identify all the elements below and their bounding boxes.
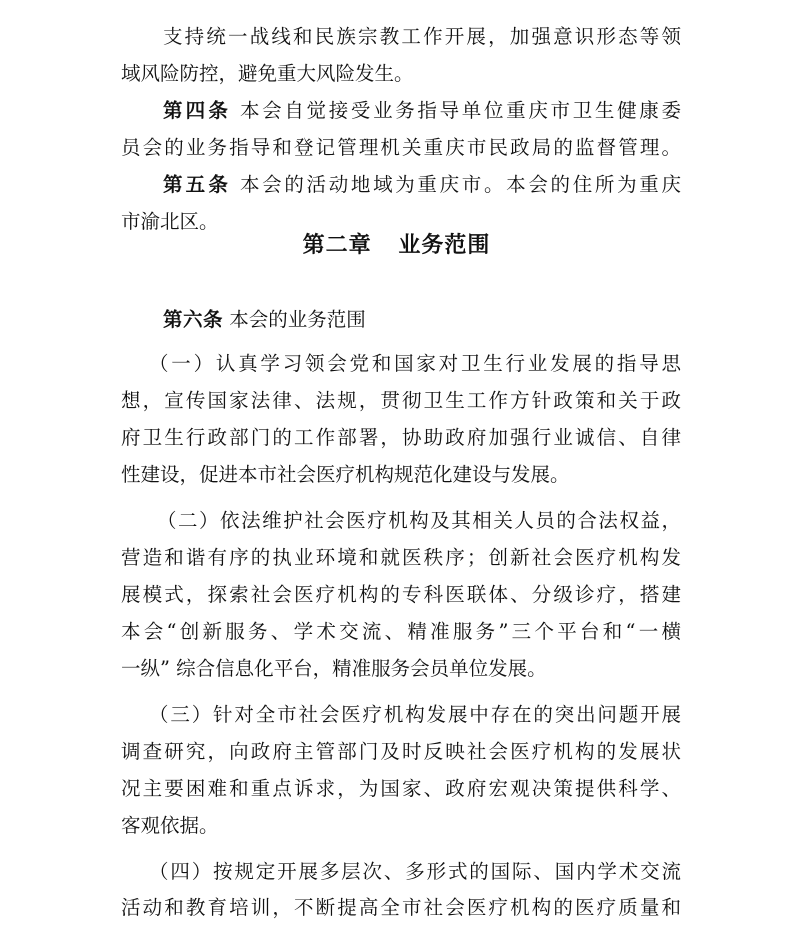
paragraph-line: 调查研究，向政府主管部门及时反映社会医疗机构的发展状: [121, 740, 681, 763]
paragraph-line: 性建设，促进本市社会医疗机构规范化建设与发展。: [121, 463, 570, 486]
paragraph-line: 客观依据。: [121, 814, 219, 837]
article-5-text: 本会的活动地域为重庆市。本会的住所为重庆: [231, 173, 681, 196]
article-5-line: [163, 166, 681, 203]
paragraph-line: 支持统一战线和民族宗教工作开展，加强意识形态等领: [163, 25, 681, 48]
paragraph-line: 展模式，探索社会医疗机构的专科医联体、分级诊疗，搭建: [121, 583, 681, 606]
paragraph-line: 本会“创新服务、学术交流、精准服务”三个平台和“一横: [121, 620, 681, 643]
paragraph-line: 想，宣传国家法律、法规，贯彻卫生工作方针政策和关于政: [121, 389, 681, 412]
paragraph-line: 域风险防控，避免重大风险发生。: [121, 62, 414, 85]
article-4-text: 本会自觉接受业务指导单位重庆市卫生健康委: [231, 99, 681, 122]
paragraph-line: （三）针对全市社会医疗机构发展中存在的突出问题开展: [149, 703, 681, 726]
chapter-heading: 第二章 业务范围: [302, 233, 491, 258]
paragraph-line: 员会的业务指导和登记管理机关重庆市民政局的监督管理。: [121, 136, 681, 159]
article-6-text: 本会的业务范围: [223, 308, 366, 331]
article-6-label: 第六条: [163, 308, 224, 331]
paragraph-line: 市渝北区。: [121, 210, 219, 233]
paragraph-line: （四）按规定开展多层次、多形式的国际、国内学术交流: [149, 860, 681, 883]
article-4-line: [163, 92, 681, 129]
paragraph-line: 活动和教育培训，不断提高全市社会医疗机构的医疗质量和: [121, 896, 681, 919]
article-4-label: 第四条: [163, 99, 232, 122]
paragraph-line: 营造和谐有序的执业环境和就医秩序；创新社会医疗机构发: [121, 546, 681, 569]
paragraph-line: 一纵” 综合信息化平台，精准服务会员单位发展。: [121, 657, 547, 680]
paragraph-line: （一）认真学习领会党和国家对卫生行业发展的指导思: [149, 352, 681, 375]
paragraph-line: 府卫生行政部门的工作部署，协助政府加强行业诚信、自律: [121, 426, 681, 449]
paragraph-line: （二）依法维护社会医疗机构及其相关人员的合法权益，: [157, 509, 681, 532]
article-6-line: [163, 301, 681, 338]
paragraph-line: 况主要困难和重点诉求，为国家、政府宏观决策提供科学、: [121, 777, 681, 800]
article-5-label: 第五条: [163, 173, 232, 196]
